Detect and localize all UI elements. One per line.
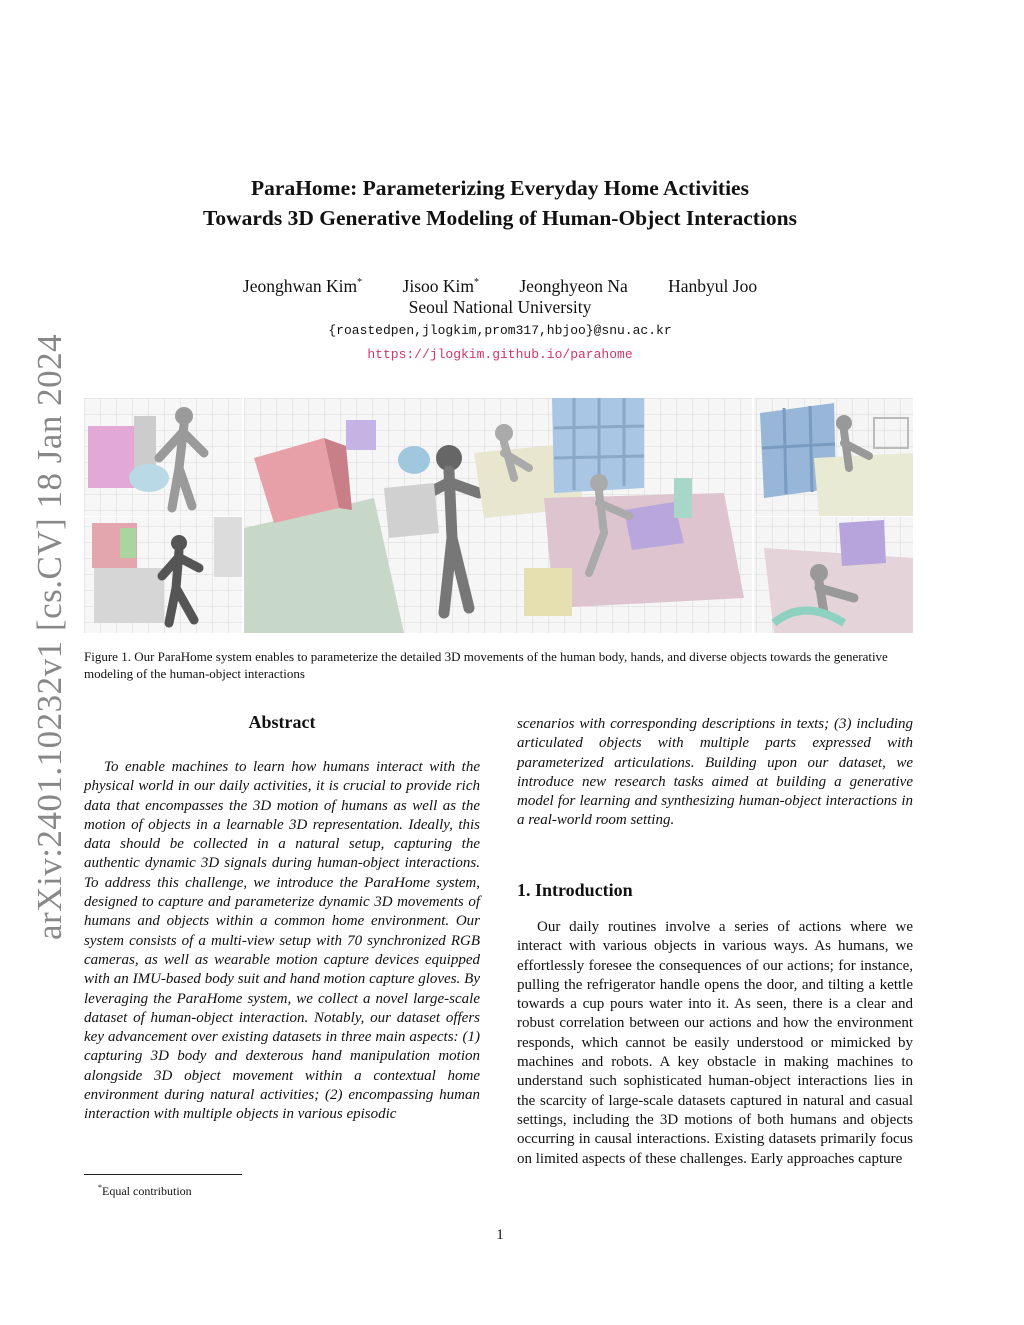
teaser-figure-illustration bbox=[84, 398, 913, 633]
author-3: Jeonghyeon Na bbox=[519, 275, 628, 296]
project-url[interactable]: https://jlogkim.github.io/parahome bbox=[367, 347, 633, 362]
footnote bbox=[98, 1180, 192, 1199]
affiliation: Seoul National University bbox=[408, 297, 592, 317]
author-list bbox=[0, 271, 1000, 298]
abstract-continued-paragraph: scenarios with corresponding descriptions in texts; (3) including articulated objects with multiple parts expressed with parameterized articulations. Building upon our dataset, we introduce new research tasks aimed at building a generative model for learning and synthesizing human-object interactions in a real-world room setting. bbox=[517, 716, 913, 829]
footnote-mark: * bbox=[98, 1183, 102, 1192]
title-line-2: Towards 3D Generative Modeling of Human-Object Interactions bbox=[203, 206, 797, 230]
figure-caption: Figure 1. Our ParaHome system enables to parameterize the detailed 3D movements of the human body, hands, and diverse objects towards the generative modeling of the human-object interactions bbox=[84, 649, 888, 681]
footnote-rule bbox=[84, 1174, 242, 1175]
paper-title bbox=[0, 173, 1000, 233]
author-4: Hanbyul Joo bbox=[668, 275, 758, 296]
author-emails: {roastedpen,jlogkim,prom317,hbjoo}@snu.ac.kr bbox=[328, 323, 672, 338]
abstract-heading: Abstract bbox=[248, 712, 316, 732]
author-2: Jisoo Kim* bbox=[402, 275, 479, 296]
author-1: Jeonghwan Kim* bbox=[242, 275, 363, 296]
abstract-paragraph: To enable machines to learn how humans interact with the physical world in our daily activities, it is crucial to provide rich data that encompasses the 3D motion of humans as well as the motion of objects in a learnable 3D representation. Ideally, this data should be collected in a natural setup, capturing the authentic dynamic 3D signals during human-object interactions. To address this challenge, we introduce the ParaHome system, designed to capture and parameterize dynamic 3D movements of humans and objects within a common home environment. Our system consists of a multi-view setup with 70 synchronized RGB cameras, as well as wearable motion capture devices equipped with an IMU-based body suit and hand motion capture gloves. By leveraging the ParaHome system, we collect a novel large-scale dataset of human-object interaction. Notably, our dataset offers key advancement over existing datasets in three main aspects: (1) capturing 3D body and dexterous hand manipulation motion alongside 3D object movement within a contextual home environment during natural activities; (2) encompassing human interaction with multiple objects in various episodic bbox=[84, 759, 480, 1123]
title-line-1: ParaHome: Parameterizing Everyday Home Activities bbox=[251, 176, 749, 200]
introduction-heading: 1. Introduction bbox=[517, 880, 633, 900]
page-number: 1 bbox=[496, 1227, 504, 1243]
footnote-text: Equal contribution bbox=[102, 1184, 192, 1198]
teaser-figure bbox=[84, 398, 913, 633]
abstract-continuation bbox=[517, 715, 913, 831]
arxiv-stamp: arXiv:2401.10232v1 [cs.CV] 18 Jan 2024 bbox=[30, 333, 69, 940]
abstract-body bbox=[84, 758, 480, 1125]
intro-paragraph: Our daily routines involve a series of actions where we interact with various objects in various ways. As humans, we effortlessly foresee the consequences of our actions; for instance, pulling the refrigerator handle opens the door, and tilting a kettle towards a cup pours water into it. As seen, there is a clear and robust correlation between our actions and how the environment responds, which cannot be easily understood or mimicked by machines and robots. A key obstacle in making machines to understand such sophisticated human-object interactions lies in the scarcity of large-scale datasets captured in natural and casual settings, including the 3D motions of both humans and objects occurring in causal interactions. Existing datasets primarily focus on limited aspects of these challenges. Early approaches capture bbox=[517, 919, 913, 1167]
introduction-body bbox=[517, 918, 913, 1169]
